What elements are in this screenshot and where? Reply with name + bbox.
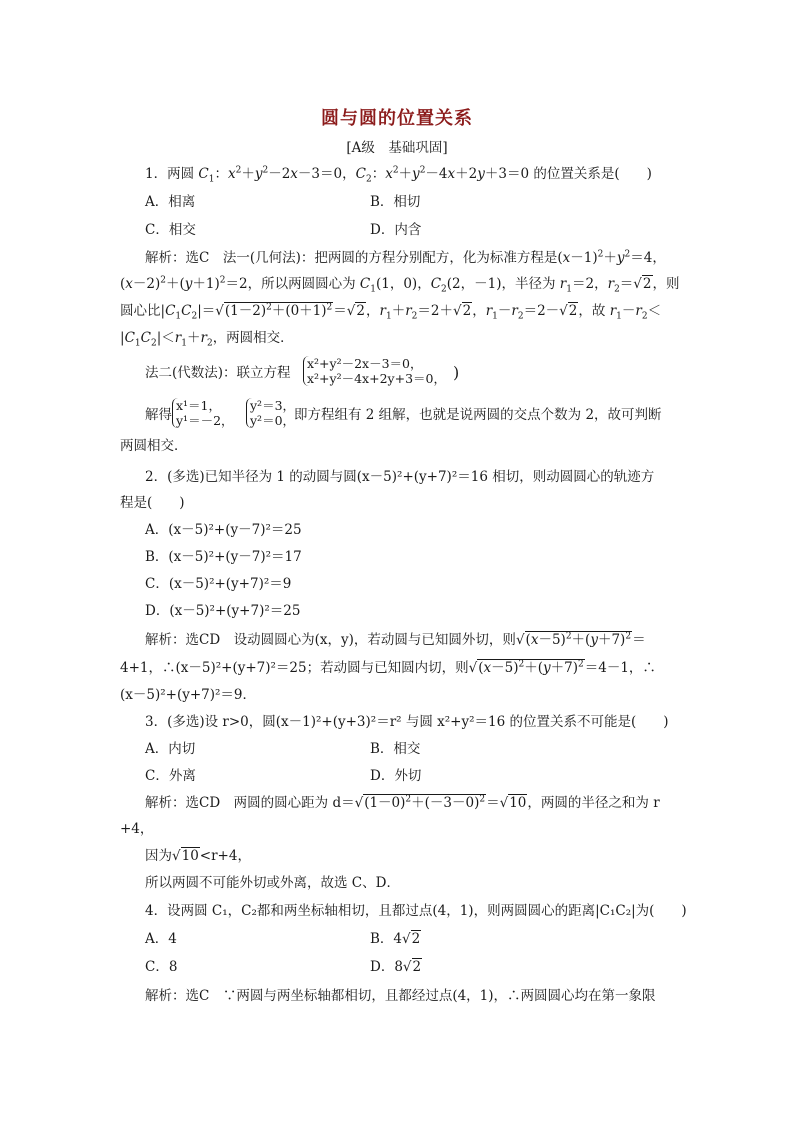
document-title: 圆与圆的位置关系 (321, 108, 473, 129)
q2-option-a: A．(x－5)²+(y－7)²＝25 (145, 522, 302, 538)
q2-answer-line2: 4+1，∴(x－5)²+(y+7)²＝25；若动圆与已知圆内切，则$√(x-5)^2+(y+7)^2=4-1$，∴ (120, 659, 656, 676)
q2-option-c: C．(x－5)²+(y+7)²＝9 (145, 576, 292, 592)
q3-stem: 3．(多选)设 r>0，圆(x－1)²+(y+3)²＝r² 与圆 x²+y²＝16 的位置关系不可能是( ) (145, 714, 669, 730)
q1-stem: 1．两圆 $C_1$：$x^2+y^2-2x-3=0$，$C_2$：$x^2+y^2-4x+2y+3=0$ 的位置关系是( ) (145, 165, 652, 185)
q3-option-b: B．相交 (370, 741, 421, 757)
q1-method2: 法二(代数法)：联立方程 (145, 365, 291, 381)
q1-solution-2: y²＝3， y²＝0， (246, 398, 295, 428)
section-level: [A级 基础巩固] (346, 140, 448, 156)
q3-option-d: D．外切 (370, 768, 422, 784)
q1-answer-line1: 解析：选C 法一(几何法)：把两圆的方程分别配方，化为标准方程是$(x-1)^2+y^2=4$， (145, 249, 666, 266)
q4-option-c: C．8 (145, 959, 178, 975)
q1-answer-line2: $(x-2)^2+(y+1)^2=2$，所以两圆圆心为 $C_1(1$，0)，$C_2(2$，－1)，半径为 $r_1=2$，$r_2=√2$，则 (120, 275, 680, 295)
q3-answer-line4: 所以两圆不可能外切或外离，故选 C、D． (145, 875, 400, 891)
q1-option-d: D．内含 (370, 222, 422, 238)
q4-answer-line1: 解析：选C ∵两圆与两坐标轴都相切，且都经过点(4，1)，∴两圆圆心均在第一象限 (145, 988, 656, 1004)
q1-option-b: B．相切 (370, 194, 421, 210)
q3-answer-line1: 解析：选CD 两圆的圆心距为 $d=√(1-0)^2+(-3-0)^2=√10$，两圆的半径之和为 r (145, 794, 660, 811)
q1-answer-line3: 圆心比$|C_1C_2|=√(1-2)^2+(0+1)^2=√2$，$r_1+r_2=2+√2$，$r_1-r_2=2-√2$，故 $r_1-r_2<$ (120, 302, 662, 322)
q2-option-d: D．(x－5)²+(y+7)²＝25 (145, 603, 301, 619)
q4-option-b: B．4√2 (370, 931, 421, 947)
q4-option-a: A．4 (145, 931, 177, 947)
q3-answer-line3: 因为√10<r+4， (145, 848, 251, 864)
q1-option-a: A．相离 (145, 194, 196, 210)
q4-option-d: D．8√2 (370, 959, 422, 975)
q1-answer-line4: $|C_1C_2|<r_1+r_2$，两圆相交． (120, 330, 294, 349)
q2-option-b: B．(x－5)²+(y－7)²＝17 (145, 549, 302, 565)
q2-stem-line2: 程是( ) (120, 495, 185, 511)
q2-stem-line1: 2．(多选)已知半径为 1 的动圆与圆(x－5)²+(y+7)²＝16 相切，则动圆圆心的轨迹方 (145, 469, 655, 485)
q1-solve-prefix: 解得 (145, 407, 172, 423)
q1-system-close: ) (453, 363, 460, 382)
q2-answer-line1: 解析：选CD 设动圆圆心为(x，y)，若动圆与已知圆外切，则$√(x-5)^2+(y+7)^2=$ (145, 631, 646, 648)
q2-answer-line3: (x－5)²+(y+7)²＝9． (120, 687, 257, 703)
q4-stem: 4．设两圆 C₁，C₂都和两坐标轴相切，且都过点(4，1)，则两圆圆心的距离|C₁C₂|为( ) (145, 903, 687, 919)
q3-answer-line2: +4， (120, 821, 154, 837)
q1-solution-1: x¹＝1， y¹＝－2， (172, 398, 234, 428)
q3-option-c: C．外离 (145, 768, 196, 784)
q1-solve-conclusion: 即方程组有 2 组解，也就是说两圆的交点个数为 2，故可判断 (294, 407, 662, 423)
q1-solve-line2: 两圆相交． (120, 438, 188, 454)
q3-option-a: A．内切 (145, 741, 196, 757)
q1-option-c: C．相交 (145, 222, 196, 238)
q1-system: x²+y²－2x－3＝0， x²+y²－4x+2y+3＝0， (303, 356, 446, 386)
